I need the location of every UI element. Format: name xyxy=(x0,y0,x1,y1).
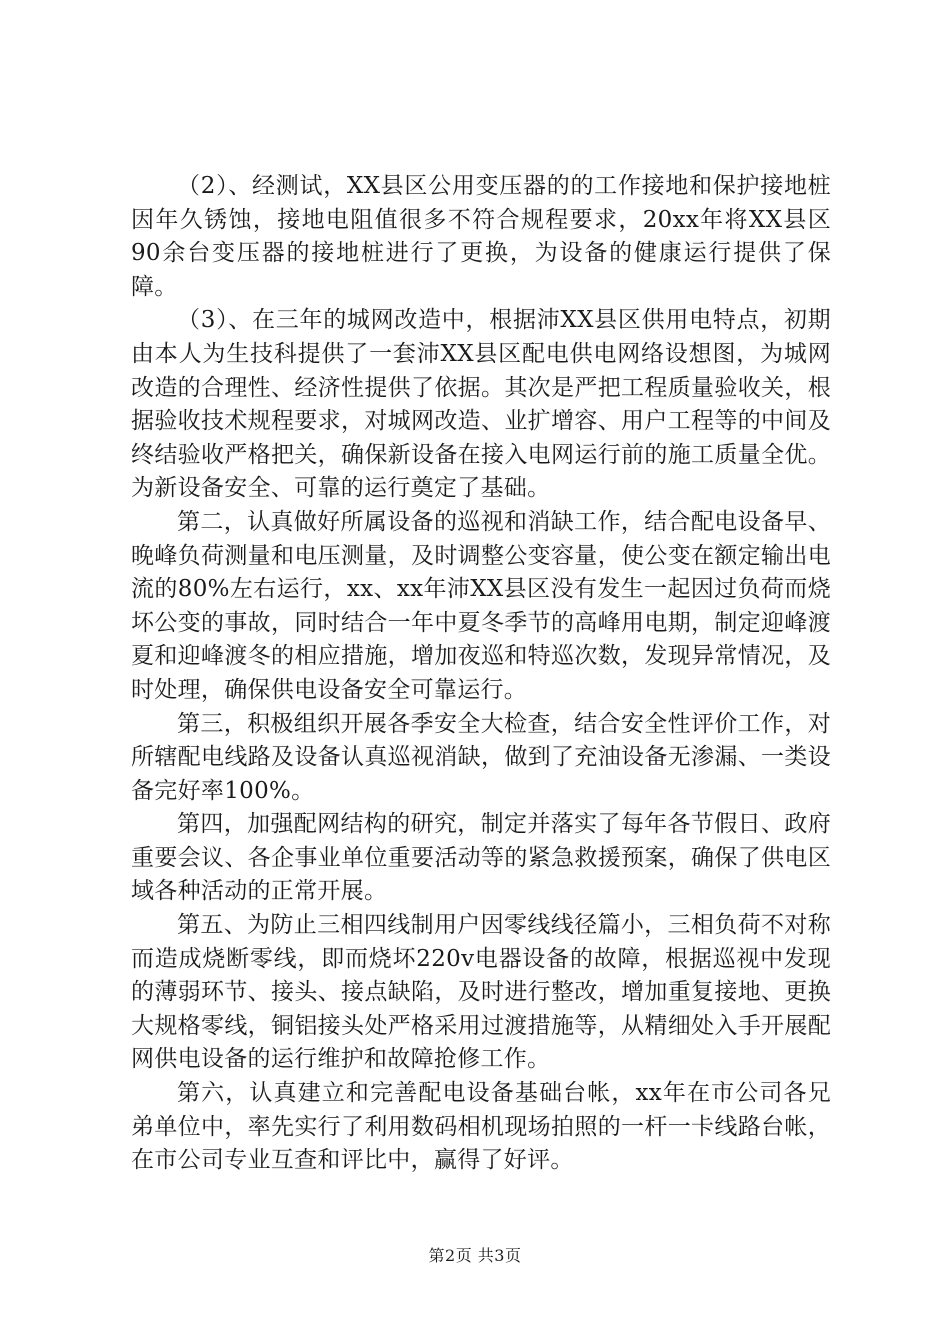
paragraph-item-2-testing: （2）、经测试，XX县区公用变压器的的工作接地和保护接地桩因年久锈蚀，接地电阻值很多不符合规程要求，20xx年将XX县区90余台变压器的接地桩进行了更换，为设备的健康运行提供了保障。 xyxy=(131,173,831,300)
document-body xyxy=(131,170,831,1178)
paragraph-fourth: 第四，加强配网结构的研究，制定并落实了每年各节假日、政府重要会议、各企事业单位重要活动等的紧急救援预案，确保了供电区域各种活动的正常开展。 xyxy=(131,811,831,905)
paragraph-third: 第三，积极组织开展各季安全大检查，结合安全性评价工作，对所辖配电线路及设备认真巡视消缺，做到了充油设备无渗漏、一类设备完好率100%。 xyxy=(131,710,831,804)
paragraph-item-3-grid-reform: （3）、在三年的城网改造中，根据沛XX县区供用电特点，初期由本人为生技科提供了一套沛XX县区配电供电网络设想图，为城网改造的合理性、经济性提供了依据。其次是严把工程质量验收关，根据验收技术规程要求，对城网改造、业扩增容、用户工程等的中间及终结验收严格把关，确保新设备在接入电网运行前的施工质量全优。为新设备安全、可靠的运行奠定了基础。 xyxy=(131,307,831,502)
paragraph-fifth: 第五、为防止三相四线制用户因零线线径篇小，三相负荷不对称而造成烧断零线，即而烧坏220v电器设备的故障，根据巡视中发现的薄弱环节、接头、接点缺陷，及时进行整改，增加重复接地、更换大规格零线，铜铝接头处严格采用过渡措施等，从精细处入手开展配网供电设备的运行维护和故障抢修工作。 xyxy=(131,912,831,1073)
paragraph-sixth: 第六，认真建立和完善配电设备基础台帐，xx年在市公司各兄弟单位中，率先实行了利用数码相机现场拍照的一杆一卡线路台帐，在市公司专业互查和评比中，赢得了好评。 xyxy=(131,1080,831,1174)
paragraph-second: 第二，认真做好所属设备的巡视和消缺工作，结合配电设备早、晚峰负荷测量和电压测量，及时调整公变容量，使公变在额定输出电流的80%左右运行，xx、xx年沛XX县区没有发生一起因过负荷而烧坏公变的事故，同时结合一年中夏冬季节的高峰用电期，制定迎峰渡夏和迎峰渡冬的相应措施，增加夜巡和特巡次数，发现异常情况，及时处理，确保供电设备安全可靠运行。 xyxy=(131,508,831,703)
page-footer: 第2页 共3页 xyxy=(428,1246,522,1265)
